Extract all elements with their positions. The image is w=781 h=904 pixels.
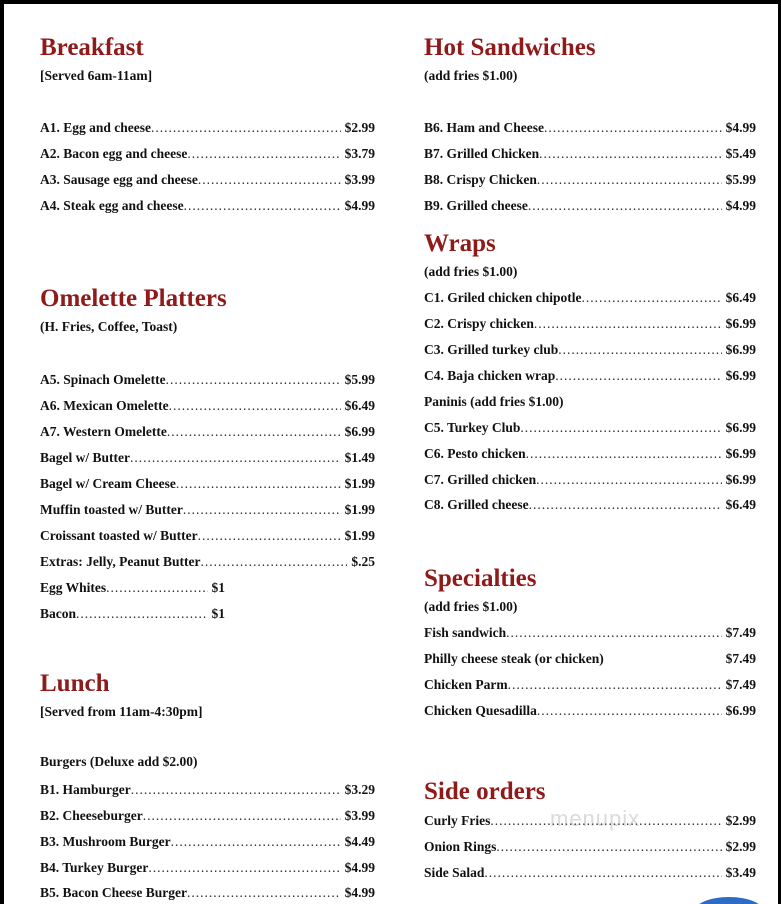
item-price: $1 [211, 580, 225, 595]
menu-item [424, 145, 756, 163]
item-name: Curly Fries [424, 813, 491, 828]
item-name: A5. Spinach Omelette [40, 372, 166, 387]
item-price: $6.99 [344, 424, 375, 439]
menu-item [424, 702, 756, 720]
item-name: A7. Western Omelette [40, 424, 167, 439]
item-name: B7. Grilled Chicken [424, 146, 540, 161]
menu-item [40, 119, 375, 137]
item-price: $6.99 [725, 446, 756, 461]
item-price: $4.99 [725, 120, 756, 135]
item-price: $6.99 [725, 703, 756, 718]
item-price: $2.99 [344, 120, 375, 135]
breakfast-hours: [Served 6am-11am] [40, 68, 153, 83]
item-price: $6.99 [725, 420, 756, 435]
menu-item [424, 676, 756, 694]
menu-item [40, 423, 375, 441]
item-name: B6. Ham and Cheese [424, 120, 545, 135]
item-price: $4.99 [344, 860, 375, 875]
omelette-heading: Omelette Platters [40, 285, 227, 312]
side-orders-heading: Side orders [424, 778, 546, 805]
item-price: $6.99 [725, 368, 756, 383]
item-name: Fish sandwich [424, 625, 507, 640]
item-price: $5.99 [344, 372, 375, 387]
menu-item [40, 371, 375, 389]
item-price: $3.29 [344, 782, 375, 797]
item-price: $4.99 [344, 885, 375, 900]
menu-item [424, 864, 756, 882]
menu-item [424, 171, 756, 189]
item-price: $6.49 [344, 398, 375, 413]
item-name: C5. Turkey Club [424, 420, 521, 435]
item-price: $2.99 [725, 813, 756, 828]
item-price: $4.99 [725, 198, 756, 213]
lunch-hours: [Served from 11am-4:30pm] [40, 704, 203, 719]
menu-item [424, 471, 756, 489]
item-price: $.25 [351, 554, 375, 569]
item-name: B2. Cheeseburger [40, 808, 143, 823]
item-price: $3.99 [344, 808, 375, 823]
burgers-label: Burgers (Deluxe add $2.00) [40, 754, 198, 769]
item-name: Croissant toasted w/ Butter [40, 528, 198, 543]
wraps-heading: Wraps [424, 230, 496, 257]
item-price: $6.49 [725, 497, 756, 512]
item-price: $1 [211, 606, 225, 621]
item-price: $4.49 [344, 834, 375, 849]
item-name: A1. Egg and cheese [40, 120, 151, 135]
item-price: $5.99 [725, 172, 756, 187]
menu-item [40, 781, 375, 799]
menu-page [4, 4, 778, 904]
hot-sandwiches-heading: Hot Sandwiches [424, 34, 596, 61]
menu-item [40, 553, 375, 571]
menu-item [424, 624, 756, 642]
menu-item [424, 119, 756, 137]
item-name: Egg Whites [40, 580, 107, 595]
item-price: $3.99 [344, 172, 375, 187]
menu-item [40, 449, 375, 467]
menu-item [424, 367, 756, 385]
item-price: $1.49 [344, 450, 375, 465]
menu-item [40, 475, 375, 493]
item-name: A2. Bacon egg and cheese [40, 146, 188, 161]
menu-item [424, 838, 756, 856]
item-name: Bagel w/ Cream Cheese [40, 476, 176, 491]
item-name: B5. Bacon Cheese Burger [40, 885, 187, 900]
item-name: B8. Crispy Chicken [424, 172, 537, 187]
item-price: $6.99 [725, 472, 756, 487]
menu-item [424, 496, 756, 514]
hot-sandwiches-subtitle: (add fries $1.00) [424, 68, 518, 83]
item-name: B9. Grilled cheese [424, 198, 528, 213]
item-price: $3.79 [344, 146, 375, 161]
menu-item [424, 341, 756, 359]
item-name: C4. Baja chicken wrap [424, 368, 556, 383]
item-name: C1. Griled chicken chipotle [424, 290, 582, 305]
lunch-heading: Lunch [40, 670, 110, 697]
menu-item [40, 605, 225, 623]
item-name: Side Salad [424, 865, 485, 880]
menu-item [424, 315, 756, 333]
item-price: $6.49 [725, 290, 756, 305]
specialties-heading: Specialties [424, 565, 537, 592]
item-name: B4. Turkey Burger [40, 860, 149, 875]
item-name: Philly cheese steak (or chicken) [424, 651, 604, 666]
item-price: $2.99 [725, 839, 756, 854]
watermark: menupix [550, 806, 641, 831]
item-price: $3.49 [725, 865, 756, 880]
item-name: Muffin toasted w/ Butter [40, 502, 183, 517]
item-price: $5.49 [725, 146, 756, 161]
menu-item [40, 833, 375, 851]
item-name: Extras: Jelly, Peanut Butter [40, 554, 201, 569]
item-name: A3. Sausage egg and cheese [40, 172, 198, 187]
corner-badge [694, 897, 764, 904]
menu-item [424, 197, 756, 215]
item-price: $4.99 [344, 198, 375, 213]
item-name: Chicken Quesadilla [424, 703, 537, 718]
item-name: C8. Grilled cheese [424, 497, 529, 512]
item-name: Bagel w/ Butter [40, 450, 130, 465]
item-price: $7.49 [725, 625, 756, 640]
item-name: Onion Rings [424, 839, 497, 854]
item-price: $1.99 [344, 502, 375, 517]
paninis-label: Paninis (add fries $1.00) [424, 394, 564, 409]
menu-item [40, 171, 375, 189]
item-price: $7.49 [725, 651, 756, 666]
item-name: B3. Mushroom Burger [40, 834, 171, 849]
menu-item [40, 807, 375, 825]
omelette-subtitle: (H. Fries, Coffee, Toast) [40, 319, 178, 334]
menu-item [40, 884, 375, 902]
menu-item [40, 579, 225, 597]
item-price: $6.99 [725, 342, 756, 357]
item-price: $7.49 [725, 677, 756, 692]
menu-item [424, 419, 756, 437]
menu-item [424, 445, 756, 463]
menu-item [424, 650, 756, 668]
item-name: Bacon [40, 606, 77, 621]
menu-item [40, 145, 375, 163]
menu-item [40, 501, 375, 519]
menu-item [40, 527, 375, 545]
menu-item [40, 197, 375, 215]
menu-item [40, 397, 375, 415]
item-name: A6. Mexican Omelette [40, 398, 169, 413]
menu-item [40, 859, 375, 877]
wraps-subtitle: (add fries $1.00) [424, 264, 518, 279]
item-name: A4. Steak egg and cheese [40, 198, 184, 213]
item-name: C2. Crispy chicken [424, 316, 534, 331]
item-name: C7. Grilled chicken [424, 472, 537, 487]
breakfast-heading: Breakfast [40, 34, 144, 61]
menu-item [424, 289, 756, 307]
item-name: C3. Grilled turkey club [424, 342, 559, 357]
item-price: $1.99 [344, 528, 375, 543]
item-price: $6.99 [725, 316, 756, 331]
item-name: C6. Pesto chicken [424, 446, 526, 461]
specialties-subtitle: (add fries $1.00) [424, 599, 518, 614]
item-name: B1. Hamburger [40, 782, 131, 797]
item-name: Chicken Parm [424, 677, 508, 692]
item-price: $1.99 [344, 476, 375, 491]
